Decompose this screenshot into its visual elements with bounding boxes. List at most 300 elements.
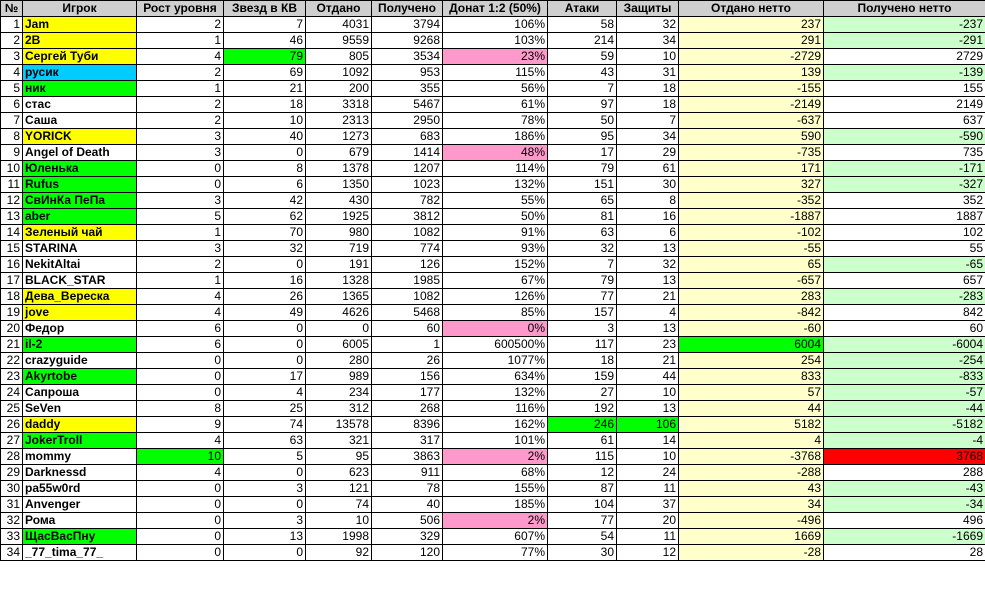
cell-given-net[interactable]: -2149 [679,97,824,113]
cell-given-net[interactable]: 4 [679,433,824,449]
cell-defenses[interactable]: 13 [617,241,679,257]
cell-stars[interactable]: 7 [224,17,306,33]
cell-received[interactable]: 774 [372,241,443,257]
cell-defenses[interactable]: 18 [617,81,679,97]
cell-received-net[interactable]: 352 [824,193,985,209]
cell-level-growth[interactable]: 2 [137,257,224,273]
cell-defenses[interactable]: 11 [617,529,679,545]
cell-player[interactable]: mommy [23,449,137,465]
cell-defenses[interactable]: 10 [617,449,679,465]
cell-donate-ratio[interactable]: 61% [443,97,548,113]
cell-given-net[interactable]: -288 [679,465,824,481]
cell-level-growth[interactable]: 0 [137,529,224,545]
cell-received[interactable]: 1207 [372,161,443,177]
cell-index[interactable]: 4 [1,65,23,81]
cell-defenses[interactable]: 23 [617,337,679,353]
cell-level-growth[interactable]: 4 [137,305,224,321]
cell-defenses[interactable]: 7 [617,113,679,129]
cell-defenses[interactable]: 10 [617,49,679,65]
cell-given-net[interactable]: 291 [679,33,824,49]
cell-stars[interactable]: 10 [224,113,306,129]
col-header-stars[interactable]: Звезд в КВ [224,1,306,17]
cell-given-net[interactable]: 283 [679,289,824,305]
col-header-given[interactable]: Отдано [306,1,372,17]
cell-index[interactable]: 13 [1,209,23,225]
cell-index[interactable]: 15 [1,241,23,257]
cell-stars[interactable]: 0 [224,321,306,337]
cell-given[interactable]: 321 [306,433,372,449]
cell-received-net[interactable]: -171 [824,161,985,177]
cell-index[interactable]: 30 [1,481,23,497]
cell-donate-ratio[interactable]: 56% [443,81,548,97]
cell-attacks[interactable]: 50 [548,113,617,129]
cell-level-growth[interactable]: 1 [137,225,224,241]
cell-player[interactable]: il-2 [23,337,137,353]
cell-given[interactable]: 1092 [306,65,372,81]
cell-stars[interactable]: 0 [224,545,306,561]
cell-received[interactable]: 911 [372,465,443,481]
cell-received[interactable]: 156 [372,369,443,385]
cell-received-net[interactable]: 155 [824,81,985,97]
cell-level-growth[interactable]: 2 [137,17,224,33]
cell-attacks[interactable]: 30 [548,545,617,561]
cell-received[interactable]: 329 [372,529,443,545]
cell-received-net[interactable]: -590 [824,129,985,145]
cell-index[interactable]: 7 [1,113,23,129]
cell-donate-ratio[interactable]: 78% [443,113,548,129]
cell-level-growth[interactable]: 3 [137,129,224,145]
cell-attacks[interactable]: 65 [548,193,617,209]
cell-defenses[interactable]: 21 [617,289,679,305]
cell-level-growth[interactable]: 0 [137,369,224,385]
col-header-attacks[interactable]: Атаки [548,1,617,17]
cell-received-net[interactable]: -291 [824,33,985,49]
cell-received-net[interactable]: -283 [824,289,985,305]
cell-attacks[interactable]: 192 [548,401,617,417]
cell-stars[interactable]: 69 [224,65,306,81]
cell-donate-ratio[interactable]: 77% [443,545,548,561]
cell-player[interactable]: Рома [23,513,137,529]
col-header-received-net[interactable]: Получено нетто [824,1,985,17]
cell-given-net[interactable]: 34 [679,497,824,513]
cell-stars[interactable]: 74 [224,417,306,433]
cell-stars[interactable]: 3 [224,481,306,497]
cell-donate-ratio[interactable]: 50% [443,209,548,225]
cell-player[interactable]: СвИнКа ПеПа [23,193,137,209]
cell-defenses[interactable]: 4 [617,305,679,321]
cell-received[interactable]: 506 [372,513,443,529]
cell-stars[interactable]: 0 [224,465,306,481]
cell-given[interactable]: 1365 [306,289,372,305]
cell-donate-ratio[interactable]: 132% [443,385,548,401]
cell-defenses[interactable]: 21 [617,353,679,369]
cell-given-net[interactable]: 254 [679,353,824,369]
col-header-level-growth[interactable]: Рост уровня [137,1,224,17]
cell-given-net[interactable]: 590 [679,129,824,145]
cell-attacks[interactable]: 104 [548,497,617,513]
cell-given-net[interactable]: 5182 [679,417,824,433]
cell-received-net[interactable]: -327 [824,177,985,193]
cell-stars[interactable]: 46 [224,33,306,49]
cell-stars[interactable]: 42 [224,193,306,209]
cell-defenses[interactable]: 13 [617,273,679,289]
cell-attacks[interactable]: 95 [548,129,617,145]
cell-received-net[interactable]: 28 [824,545,985,561]
cell-level-growth[interactable]: 4 [137,289,224,305]
cell-attacks[interactable]: 61 [548,433,617,449]
cell-donate-ratio[interactable]: 106% [443,17,548,33]
cell-attacks[interactable]: 79 [548,273,617,289]
cell-index[interactable]: 27 [1,433,23,449]
cell-received-net[interactable]: 657 [824,273,985,289]
cell-received-net[interactable]: 1887 [824,209,985,225]
cell-stars[interactable]: 62 [224,209,306,225]
cell-player[interactable]: Anvenger [23,497,137,513]
cell-player[interactable]: Сергей Туби [23,49,137,65]
cell-given[interactable]: 4031 [306,17,372,33]
cell-received-net[interactable]: -6004 [824,337,985,353]
cell-defenses[interactable]: 106 [617,417,679,433]
cell-given-net[interactable]: -102 [679,225,824,241]
cell-given[interactable]: 234 [306,385,372,401]
cell-defenses[interactable]: 44 [617,369,679,385]
cell-stars[interactable]: 79 [224,49,306,65]
cell-given-net[interactable]: 237 [679,17,824,33]
cell-index[interactable]: 32 [1,513,23,529]
cell-level-growth[interactable]: 4 [137,465,224,481]
cell-attacks[interactable]: 59 [548,49,617,65]
cell-attacks[interactable]: 157 [548,305,617,321]
cell-received-net[interactable]: -4 [824,433,985,449]
cell-level-growth[interactable]: 6 [137,321,224,337]
cell-donate-ratio[interactable]: 67% [443,273,548,289]
cell-defenses[interactable]: 34 [617,33,679,49]
cell-received[interactable]: 1985 [372,273,443,289]
cell-received[interactable]: 683 [372,129,443,145]
cell-given[interactable]: 200 [306,81,372,97]
cell-given-net[interactable]: -3768 [679,449,824,465]
cell-index[interactable]: 26 [1,417,23,433]
cell-player[interactable]: русик [23,65,137,81]
cell-given-net[interactable]: 57 [679,385,824,401]
cell-attacks[interactable]: 159 [548,369,617,385]
cell-received-net[interactable]: -237 [824,17,985,33]
cell-donate-ratio[interactable]: 1077% [443,353,548,369]
cell-attacks[interactable]: 18 [548,353,617,369]
cell-level-growth[interactable]: 0 [137,481,224,497]
cell-donate-ratio[interactable]: 2% [443,513,548,529]
cell-attacks[interactable]: 12 [548,465,617,481]
cell-index[interactable]: 6 [1,97,23,113]
cell-stars[interactable]: 0 [224,497,306,513]
cell-index[interactable]: 29 [1,465,23,481]
cell-given-net[interactable]: -155 [679,81,824,97]
cell-level-growth[interactable]: 2 [137,97,224,113]
cell-received-net[interactable]: 288 [824,465,985,481]
cell-received-net[interactable]: -43 [824,481,985,497]
cell-received[interactable]: 9268 [372,33,443,49]
cell-given[interactable]: 280 [306,353,372,369]
cell-attacks[interactable]: 63 [548,225,617,241]
cell-given-net[interactable]: -28 [679,545,824,561]
cell-received[interactable]: 953 [372,65,443,81]
cell-index[interactable]: 10 [1,161,23,177]
cell-received[interactable]: 1 [372,337,443,353]
cell-received[interactable]: 2950 [372,113,443,129]
col-header-given-net[interactable]: Отдано нетто [679,1,824,17]
cell-attacks[interactable]: 87 [548,481,617,497]
cell-given[interactable]: 1378 [306,161,372,177]
cell-index[interactable]: 5 [1,81,23,97]
cell-index[interactable]: 33 [1,529,23,545]
cell-donate-ratio[interactable]: 103% [443,33,548,49]
cell-index[interactable]: 12 [1,193,23,209]
cell-received-net[interactable]: -139 [824,65,985,81]
cell-player[interactable]: ЩасВасПну [23,529,137,545]
cell-given-net[interactable]: 171 [679,161,824,177]
cell-given[interactable]: 2313 [306,113,372,129]
cell-player[interactable]: Зеленый чай [23,225,137,241]
cell-donate-ratio[interactable]: 152% [443,257,548,273]
cell-given[interactable]: 13578 [306,417,372,433]
cell-given[interactable]: 74 [306,497,372,513]
cell-index[interactable]: 2 [1,33,23,49]
cell-attacks[interactable]: 43 [548,65,617,81]
cell-received[interactable]: 5467 [372,97,443,113]
cell-stars[interactable]: 40 [224,129,306,145]
cell-given-net[interactable]: 1669 [679,529,824,545]
cell-attacks[interactable]: 17 [548,145,617,161]
cell-player[interactable]: Федор [23,321,137,337]
cell-donate-ratio[interactable]: 23% [443,49,548,65]
cell-given[interactable]: 679 [306,145,372,161]
cell-defenses[interactable]: 37 [617,497,679,513]
cell-defenses[interactable]: 8 [617,193,679,209]
cell-player[interactable]: YORICK [23,129,137,145]
cell-received[interactable]: 8396 [372,417,443,433]
cell-given-net[interactable]: 43 [679,481,824,497]
cell-index[interactable]: 3 [1,49,23,65]
cell-attacks[interactable]: 54 [548,529,617,545]
cell-level-growth[interactable]: 0 [137,497,224,513]
cell-given[interactable]: 312 [306,401,372,417]
cell-given-net[interactable]: -496 [679,513,824,529]
cell-received-net[interactable]: -65 [824,257,985,273]
cell-given-net[interactable]: 139 [679,65,824,81]
cell-level-growth[interactable]: 6 [137,337,224,353]
cell-received-net[interactable]: 637 [824,113,985,129]
cell-received-net[interactable]: 2729 [824,49,985,65]
cell-stars[interactable]: 13 [224,529,306,545]
cell-given[interactable]: 95 [306,449,372,465]
cell-index[interactable]: 22 [1,353,23,369]
cell-index[interactable]: 21 [1,337,23,353]
cell-level-growth[interactable]: 3 [137,241,224,257]
cell-defenses[interactable]: 10 [617,385,679,401]
cell-defenses[interactable]: 32 [617,17,679,33]
cell-received[interactable]: 317 [372,433,443,449]
cell-stars[interactable]: 0 [224,257,306,273]
cell-received-net[interactable]: 496 [824,513,985,529]
cell-received[interactable]: 3534 [372,49,443,65]
cell-level-growth[interactable]: 2 [137,65,224,81]
cell-defenses[interactable]: 14 [617,433,679,449]
cell-given[interactable]: 191 [306,257,372,273]
cell-level-growth[interactable]: 4 [137,49,224,65]
cell-received-net[interactable]: 3768 [824,449,985,465]
cell-attacks[interactable]: 77 [548,513,617,529]
cell-stars[interactable]: 63 [224,433,306,449]
cell-given[interactable]: 121 [306,481,372,497]
cell-received-net[interactable]: 102 [824,225,985,241]
cell-defenses[interactable]: 6 [617,225,679,241]
cell-given[interactable]: 6005 [306,337,372,353]
col-header-received[interactable]: Получено [372,1,443,17]
cell-attacks[interactable]: 32 [548,241,617,257]
cell-stars[interactable]: 6 [224,177,306,193]
cell-attacks[interactable]: 97 [548,97,617,113]
cell-player[interactable]: Дева_Вереска [23,289,137,305]
cell-stars[interactable]: 0 [224,337,306,353]
col-header-player[interactable]: Игрок [23,1,137,17]
cell-player[interactable]: 2B [23,33,137,49]
cell-received[interactable]: 3812 [372,209,443,225]
cell-level-growth[interactable]: 4 [137,433,224,449]
cell-level-growth[interactable]: 1 [137,273,224,289]
cell-given[interactable]: 623 [306,465,372,481]
cell-given-net[interactable]: -352 [679,193,824,209]
cell-attacks[interactable]: 7 [548,257,617,273]
cell-defenses[interactable]: 24 [617,465,679,481]
cell-received-net[interactable]: -34 [824,497,985,513]
cell-stars[interactable]: 3 [224,513,306,529]
cell-player[interactable]: Akyrtobe [23,369,137,385]
cell-received-net[interactable]: -5182 [824,417,985,433]
cell-received[interactable]: 782 [372,193,443,209]
cell-given-net[interactable]: -55 [679,241,824,257]
cell-index[interactable]: 14 [1,225,23,241]
cell-donate-ratio[interactable]: 126% [443,289,548,305]
cell-received[interactable]: 40 [372,497,443,513]
cell-given-net[interactable]: -735 [679,145,824,161]
cell-player[interactable]: Сапроша [23,385,137,401]
col-header-defenses[interactable]: Защиты [617,1,679,17]
cell-stars[interactable]: 25 [224,401,306,417]
cell-player[interactable]: Саша [23,113,137,129]
cell-received[interactable]: 177 [372,385,443,401]
cell-level-growth[interactable]: 3 [137,193,224,209]
cell-received[interactable]: 78 [372,481,443,497]
cell-donate-ratio[interactable]: 132% [443,177,548,193]
cell-given[interactable]: 3318 [306,97,372,113]
cell-player[interactable]: Юленька [23,161,137,177]
cell-attacks[interactable]: 214 [548,33,617,49]
cell-player[interactable]: Darknessd [23,465,137,481]
cell-attacks[interactable]: 117 [548,337,617,353]
cell-stars[interactable]: 8 [224,161,306,177]
cell-stars[interactable]: 0 [224,145,306,161]
cell-attacks[interactable]: 81 [548,209,617,225]
cell-stars[interactable]: 4 [224,385,306,401]
cell-given[interactable]: 0 [306,321,372,337]
cell-attacks[interactable]: 27 [548,385,617,401]
cell-player[interactable]: BLACK_STAR [23,273,137,289]
cell-attacks[interactable]: 151 [548,177,617,193]
cell-donate-ratio[interactable]: 162% [443,417,548,433]
cell-received-net[interactable]: -44 [824,401,985,417]
cell-index[interactable]: 34 [1,545,23,561]
cell-donate-ratio[interactable]: 115% [443,65,548,81]
cell-donate-ratio[interactable]: 607% [443,529,548,545]
cell-received[interactable]: 1082 [372,289,443,305]
cell-player[interactable]: jove [23,305,137,321]
cell-index[interactable]: 19 [1,305,23,321]
cell-player[interactable]: aber [23,209,137,225]
cell-defenses[interactable]: 13 [617,321,679,337]
cell-given-net[interactable]: -60 [679,321,824,337]
cell-given[interactable]: 4626 [306,305,372,321]
cell-index[interactable]: 24 [1,385,23,401]
cell-received-net[interactable]: 2149 [824,97,985,113]
cell-level-growth[interactable]: 10 [137,449,224,465]
cell-received-net[interactable]: -254 [824,353,985,369]
cell-index[interactable]: 31 [1,497,23,513]
cell-donate-ratio[interactable]: 55% [443,193,548,209]
cell-received-net[interactable]: -57 [824,385,985,401]
cell-received-net[interactable]: 735 [824,145,985,161]
cell-received[interactable]: 268 [372,401,443,417]
cell-given[interactable]: 92 [306,545,372,561]
cell-received-net[interactable]: 55 [824,241,985,257]
cell-given[interactable]: 1328 [306,273,372,289]
cell-player[interactable]: JokerTroll [23,433,137,449]
cell-player[interactable]: Jam [23,17,137,33]
cell-level-growth[interactable]: 0 [137,513,224,529]
cell-donate-ratio[interactable]: 186% [443,129,548,145]
cell-donate-ratio[interactable]: 600500% [443,337,548,353]
cell-index[interactable]: 28 [1,449,23,465]
cell-stars[interactable]: 49 [224,305,306,321]
cell-given-net[interactable]: -657 [679,273,824,289]
cell-given-net[interactable]: 6004 [679,337,824,353]
cell-received-net[interactable]: -833 [824,369,985,385]
cell-received-net[interactable]: 842 [824,305,985,321]
cell-attacks[interactable]: 3 [548,321,617,337]
cell-level-growth[interactable]: 5 [137,209,224,225]
cell-received-net[interactable]: 60 [824,321,985,337]
cell-given[interactable]: 989 [306,369,372,385]
cell-defenses[interactable]: 34 [617,129,679,145]
cell-given-net[interactable]: 44 [679,401,824,417]
cell-received[interactable]: 3794 [372,17,443,33]
cell-index[interactable]: 18 [1,289,23,305]
cell-attacks[interactable]: 79 [548,161,617,177]
cell-donate-ratio[interactable]: 93% [443,241,548,257]
cell-level-growth[interactable]: 0 [137,161,224,177]
cell-stars[interactable]: 32 [224,241,306,257]
cell-level-growth[interactable]: 1 [137,33,224,49]
cell-given-net[interactable]: 65 [679,257,824,273]
cell-received[interactable]: 1414 [372,145,443,161]
cell-given[interactable]: 9559 [306,33,372,49]
cell-received[interactable]: 5468 [372,305,443,321]
cell-index[interactable]: 16 [1,257,23,273]
cell-received-net[interactable]: -1669 [824,529,985,545]
cell-donate-ratio[interactable]: 68% [443,465,548,481]
cell-given-net[interactable]: 833 [679,369,824,385]
cell-player[interactable]: NekitAltai [23,257,137,273]
cell-given[interactable]: 1925 [306,209,372,225]
